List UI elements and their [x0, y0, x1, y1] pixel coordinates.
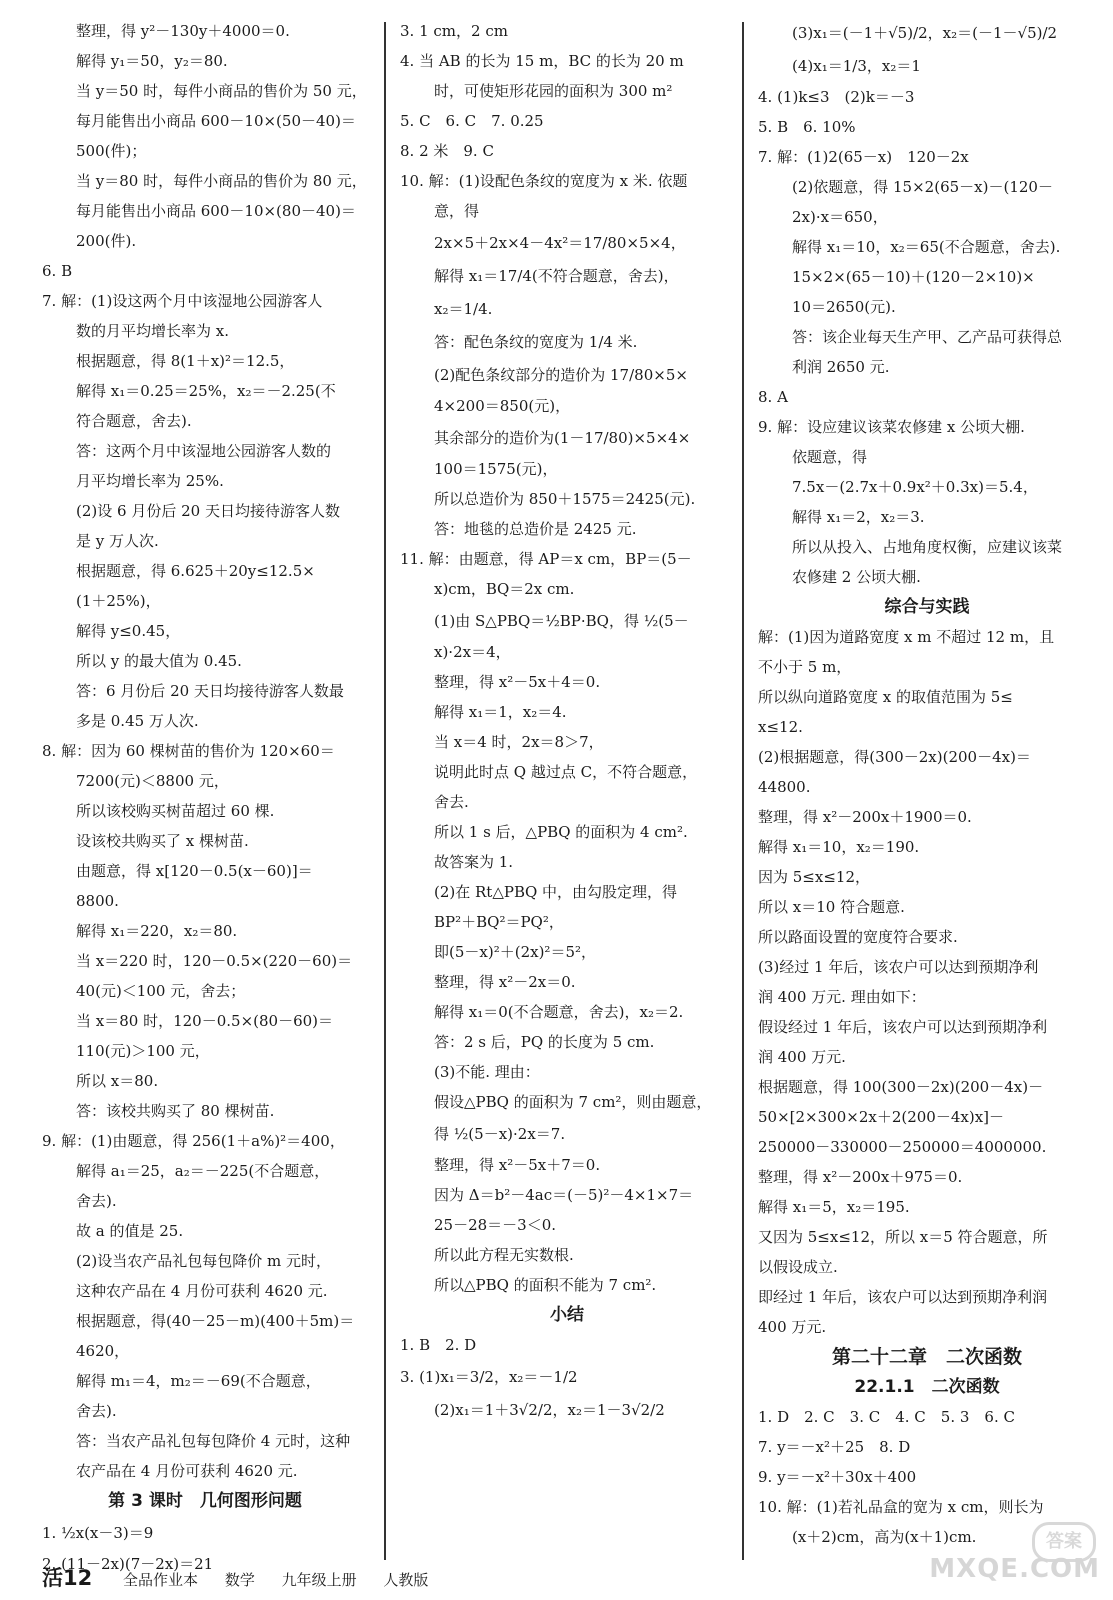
- answer-line: 当 x＝4 时，2x＝8＞7，: [434, 733, 604, 751]
- answer-line: 舍去.: [434, 793, 469, 811]
- answer-line: 1. D 2. C 3. C 4. C 5. 3 6. C: [758, 1408, 1015, 1426]
- answer-line: 整理，得 x²－200x＋975＝0.: [758, 1168, 963, 1186]
- answer-line: 舍去).: [76, 1402, 117, 1420]
- answer-line: 所以 x＝10 符合题意.: [758, 898, 905, 916]
- answer-line: 依题意，得: [792, 448, 868, 466]
- answer-line: 即(5－x)²＋(2x)²＝5²，: [434, 943, 596, 961]
- answer-line: 即经过 1 年后，该农户可以达到预期净利润: [758, 1288, 1048, 1306]
- answer-line: 所以从投入、占地角度权衡，应建议该菜: [792, 538, 1063, 556]
- answer-line: 这种农产品在 4 月份可获利 4620 元.: [76, 1282, 328, 1300]
- answer-line: (2)设当农产品礼包每包降价 m 元时，: [76, 1252, 332, 1270]
- answer-line: 整理，得 x²－5x＋4＝0.: [434, 673, 601, 691]
- answer-line: 解得 y≤0.45，: [76, 622, 181, 640]
- edition: 人教版: [383, 1571, 429, 1589]
- answer-line: 答：6 月份后 20 天日均接待游客人数最: [76, 682, 344, 700]
- answer-line: 9. 解：设应建议该菜农修建 x 公顷大棚.: [758, 418, 1025, 436]
- answer-line: 8. 2 米 9. C: [400, 142, 494, 160]
- answer-line: x)·2x＝4，: [434, 643, 511, 661]
- answer-line: 7. y＝－x²＋25 8. D: [758, 1438, 911, 1456]
- answer-line: 8. A: [758, 388, 788, 406]
- answer-line: 故答案为 1.: [434, 853, 514, 871]
- answer-line: 答：当农产品礼包每包降价 4 元时，这种: [76, 1432, 351, 1450]
- answer-line: 根据题意，得 6.625＋20y≤12.5×: [76, 562, 315, 580]
- answer-line: 假设△PBQ 的面积为 7 cm²，则由题意，: [434, 1093, 712, 1111]
- watermark-badge: 答案: [1032, 1522, 1096, 1562]
- answer-line: 400 万元.: [758, 1318, 827, 1336]
- answer-line: 根据题意，得 100(300－2x)(200－4x)－: [758, 1078, 1044, 1096]
- answer-line: 多是 0.45 万人次.: [76, 712, 199, 730]
- answer-line: 说明此时点 Q 越过点 C，不符合题意，: [434, 763, 698, 781]
- answer-line: 舍去).: [76, 1192, 117, 1210]
- answer-line: (2)配色条纹部分的造价为 17/80×5×: [434, 366, 688, 384]
- answer-line: 44800.: [758, 778, 811, 796]
- answer-line: 每月能售出小商品 600－10×(50－40)＝: [76, 112, 356, 130]
- answer-column-3: [758, 22, 1096, 1558]
- page-footer: [42, 1562, 1072, 1590]
- answer-line: 答：这两个月中该湿地公园游客人数的: [76, 442, 332, 460]
- answer-line: 意，得: [434, 202, 480, 220]
- column-divider: [384, 22, 386, 1560]
- answer-line: 10. 解：(1)设配色条纹的宽度为 x 米. 依题: [400, 172, 688, 190]
- answer-line: 1. ½x(x－3)＝9: [42, 1524, 154, 1542]
- answer-line: 故 a 的值是 25.: [76, 1222, 184, 1240]
- section-heading: 第 3 课时 几何图形问题: [108, 1491, 302, 1511]
- answer-line: x₂＝1/4.: [434, 300, 493, 318]
- answer-line: 8. 解：因为 60 棵树苗的售价为 120×60＝: [42, 742, 335, 760]
- answer-line: 所以纵向道路宽度 x 的取值范围为 5≤: [758, 688, 1013, 706]
- answer-line: (2)设 6 月份后 20 天日均接待游客人数: [76, 502, 340, 520]
- answer-line: 10＝2650(元).: [792, 298, 896, 316]
- answer-line: 整理，得 x²－2x＝0.: [434, 973, 576, 991]
- answer-line: 解得 x₁＝5，x₂＝195.: [758, 1198, 910, 1216]
- answer-column-1: [42, 22, 368, 1585]
- answer-line: 答：该校共购买了 80 棵树苗.: [76, 1102, 275, 1120]
- answer-line: x≤12.: [758, 718, 803, 736]
- answer-line: 润 400 万元.: [758, 1048, 846, 1066]
- answer-line: 40(元)＜100 元，舍去；: [76, 982, 246, 1000]
- answer-line: 4. (1)k≤3 (2)k＝－3: [758, 88, 915, 106]
- answer-line: 又因为 5≤x≤12，所以 x＝5 符合题意，所: [758, 1228, 1048, 1246]
- answer-line: 假设经过 1 年后，该农户可以达到预期净利: [758, 1018, 1048, 1036]
- answer-line: (2)根据题意，得(300－2x)(200－4x)＝: [758, 748, 1031, 766]
- answer-line: 得 ½(5－x)·2x＝7.: [434, 1125, 566, 1143]
- answer-line: x)cm，BQ＝2x cm.: [434, 580, 575, 598]
- answer-line: 200(件).: [76, 232, 137, 250]
- section-heading: 小结: [550, 1305, 584, 1325]
- answer-line: 11. 解：由题意，得 AP＝x cm，BP＝(5－: [400, 550, 692, 568]
- answer-line: 由题意，得 x[120－0.5(x－60)]＝: [76, 862, 313, 880]
- answer-line: 7. 解：(1)2(65－x) 120－2x: [758, 148, 969, 166]
- answer-line: 解得 y₁＝50，y₂＝80.: [76, 52, 228, 70]
- answer-line: 符合题意，舍去).: [76, 412, 192, 430]
- watermark-site: MXQE.COM: [929, 1554, 1100, 1584]
- section-heading: 综合与实践: [884, 597, 970, 617]
- book-title: 全品作业本: [123, 1571, 199, 1589]
- answer-line: 根据题意，得 8(1＋x)²＝12.5，: [76, 352, 295, 370]
- section-heading: 第二十二章 二次函数: [831, 1346, 1022, 1368]
- answer-line: 时，可使矩形花园的面积为 300 m²: [434, 82, 673, 100]
- answer-line: 每月能售出小商品 600－10×(80－40)＝: [76, 202, 356, 220]
- answer-line: (2)在 Rt△PBQ 中，由勾股定理，得: [434, 883, 678, 901]
- answer-line: 25－28＝－3＜0.: [434, 1216, 557, 1234]
- answer-line: 解得 x₁＝0.25＝25%，x₂＝－2.25(不: [76, 382, 336, 400]
- answer-line: 6. B: [42, 262, 73, 280]
- answer-line: 当 x＝220 时，120－0.5×(220－60)＝: [76, 952, 353, 970]
- answer-line: 15×2×(65－10)＋(120－2×10)×: [792, 268, 1035, 286]
- answer-line: 110(元)＞100 元，: [76, 1042, 210, 1060]
- answer-line: 答：地毯的总造价是 2425 元.: [434, 520, 637, 538]
- answer-line: BP²＋BQ²＝PQ²，: [434, 913, 564, 931]
- answer-line: 解得 x₁＝10，x₂＝65(不合题意，舍去).: [792, 238, 1061, 256]
- answer-line: 当 y＝80 时，每件小商品的售价为 80 元，: [76, 172, 367, 190]
- answer-line: 所以△PBQ 的面积不能为 7 cm².: [434, 1276, 657, 1294]
- answer-line: 5. C 6. C 7. 0.25: [400, 112, 544, 130]
- answer-line: 答：配色条纹的宽度为 1/4 米.: [434, 333, 638, 351]
- answer-line: 9. y＝－x²＋30x＋400: [758, 1468, 917, 1486]
- answer-line: 500(件)；: [76, 142, 147, 160]
- answer-line: 不小于 5 m，: [758, 658, 852, 676]
- answer-line: 50×[2×300×2x＋2(200－4x)x]－: [758, 1108, 1005, 1126]
- answer-line: (3)x₁＝(－1＋√5)/2，x₂＝(－1－√5)/2: [792, 24, 1058, 42]
- answer-line: 3. 1 cm，2 cm: [400, 22, 508, 40]
- answer-line: 解得 x₁＝0(不合题意，舍去)，x₂＝2.: [434, 1003, 684, 1021]
- answer-line: 其余部分的造价为(1－17/80)×5×4×: [434, 429, 691, 447]
- answer-line: 解：(1)因为道路宽度 x m 不超过 12 m，且: [758, 628, 1055, 646]
- answer-line: 所以 y 的最大值为 0.45.: [76, 652, 242, 670]
- answer-line: 解得 x₁＝2，x₂＝3.: [792, 508, 925, 526]
- answer-line: 250000－330000－250000＝4000000.: [758, 1138, 1047, 1156]
- answer-line: 当 y＝50 时，每件小商品的售价为 50 元，: [76, 82, 367, 100]
- answer-line: (2)x₁＝1＋3√2/2，x₂＝1－3√2/2: [434, 1401, 665, 1419]
- answer-line: 当 x＝80 时，120－0.5×(80－60)＝: [76, 1012, 334, 1030]
- column-divider: [742, 22, 744, 1560]
- answer-line: 7.5x－(2.7x＋0.9x²＋0.3x)＝5.4，: [792, 478, 1038, 496]
- answer-line: 100＝1575(元)，: [434, 460, 558, 478]
- answer-line: 所以路面设置的宽度符合要求.: [758, 928, 958, 946]
- answer-line: 解得 x₁＝1，x₂＝4.: [434, 703, 567, 721]
- answer-line: 所以此方程无实数根.: [434, 1246, 574, 1264]
- answer-line: 答：该企业每天生产甲、乙产品可获得总: [792, 328, 1063, 346]
- answer-line: 根据题意，得(40－25－m)(400＋5m)＝: [76, 1312, 355, 1330]
- watermark: [929, 1520, 1106, 1590]
- answer-line: 整理，得 x²－200x＋1900＝0.: [758, 808, 972, 826]
- answer-line: 4. 当 AB 的长为 15 m，BC 的长为 20 m: [400, 52, 684, 70]
- answer-line: (3)经过 1 年后，该农户可以达到预期净利: [758, 958, 1039, 976]
- answer-line: 答：2 s 后，PQ 的长度为 5 cm.: [434, 1033, 655, 1051]
- answer-line: 整理，得 y²－130y＋4000＝0.: [76, 22, 290, 40]
- answer-line: (1＋25%)，: [76, 592, 161, 610]
- answer-line: (1)由 S△PBQ＝½BP·BQ，得 ½(5－: [434, 612, 689, 630]
- answer-line: 农修建 2 公顷大棚.: [792, 568, 921, 586]
- answer-line: 所以 x＝80.: [76, 1072, 159, 1090]
- answer-line: 4×200＝850(元)，: [434, 397, 571, 415]
- answer-line: 是 y 万人次.: [76, 532, 159, 550]
- answer-line: (x＋2)cm，高为(x＋1)cm.: [792, 1528, 977, 1546]
- answer-line: 整理，得 x²－5x＋7＝0.: [434, 1156, 601, 1174]
- answer-line: 利润 2650 元.: [792, 358, 890, 376]
- answer-line: 润 400 万元. 理由如下：: [758, 988, 926, 1006]
- answer-line: 数的月平均增长率为 x.: [76, 322, 229, 340]
- answer-line: 解得 m₁＝4，m₂＝－69(不合题意，: [76, 1372, 321, 1390]
- answer-line: 9. 解：(1)由题意，得 256(1＋a%)²＝400，: [42, 1132, 345, 1150]
- answer-line: 5. B 6. 10%: [758, 118, 856, 136]
- answer-line: 以假设成立.: [758, 1258, 838, 1276]
- answer-line: 所以总造价为 850＋1575＝2425(元).: [434, 490, 696, 508]
- page-number: 活12: [42, 1566, 93, 1590]
- section-heading: 22.1.1 二次函数: [854, 1377, 1000, 1397]
- answer-line: 因为 Δ＝b²－4ac＝(－5)²－4×1×7＝: [434, 1186, 694, 1204]
- answer-line: (2)依题意，得 15×2(65－x)－(120－: [792, 178, 1053, 196]
- answer-line: (3)不能. 理由：: [434, 1063, 540, 1081]
- answer-line: 解得 x₁＝220，x₂＝80.: [76, 922, 238, 940]
- answer-line: 设该校共购买了 x 棵树苗.: [76, 832, 249, 850]
- answer-line: 2. (11－2x)(7－2x)＝21: [42, 1555, 214, 1573]
- answer-line: 1. B 2. D: [400, 1336, 477, 1354]
- answer-line: 8800.: [76, 892, 119, 910]
- answer-line: 7200(元)＜8800 元，: [76, 772, 229, 790]
- subject: 数学: [224, 1571, 255, 1589]
- answer-column-2: [400, 22, 734, 1432]
- answer-line: 7. 解：(1)设这两个月中该湿地公园游客人: [42, 292, 323, 310]
- answer-line: 农产品在 4 月份可获利 4620 元.: [76, 1462, 298, 1480]
- answer-line: 2x×5＋2x×4－4x²＝17/80×5×4，: [434, 234, 686, 252]
- answer-line: 解得 a₁＝25，a₂＝－225(不合题意，: [76, 1162, 330, 1180]
- answer-line: 2x)·x＝650，: [792, 208, 888, 226]
- answer-line: 月平均增长率为 25%.: [76, 472, 224, 490]
- grade: 九年级上册: [281, 1571, 357, 1589]
- answer-line: 4620，: [76, 1342, 130, 1360]
- answer-line: 10. 解：(1)若礼品盒的宽为 x cm，则长为: [758, 1498, 1044, 1516]
- answer-line: 所以该校购买树苗超过 60 棵.: [76, 802, 275, 820]
- answer-line: 所以 1 s 后，△PBQ 的面积为 4 cm².: [434, 823, 688, 841]
- answer-line: (4)x₁＝1/3，x₂＝1: [792, 57, 921, 75]
- answer-line: 3. (1)x₁＝3/2，x₂＝－1/2: [400, 1368, 578, 1386]
- answer-line: 解得 x₁＝10，x₂＝190.: [758, 838, 920, 856]
- answer-line: 解得 x₁＝17/4(不符合题意，舍去)，: [434, 267, 679, 285]
- answer-line: 因为 5≤x≤12，: [758, 868, 870, 886]
